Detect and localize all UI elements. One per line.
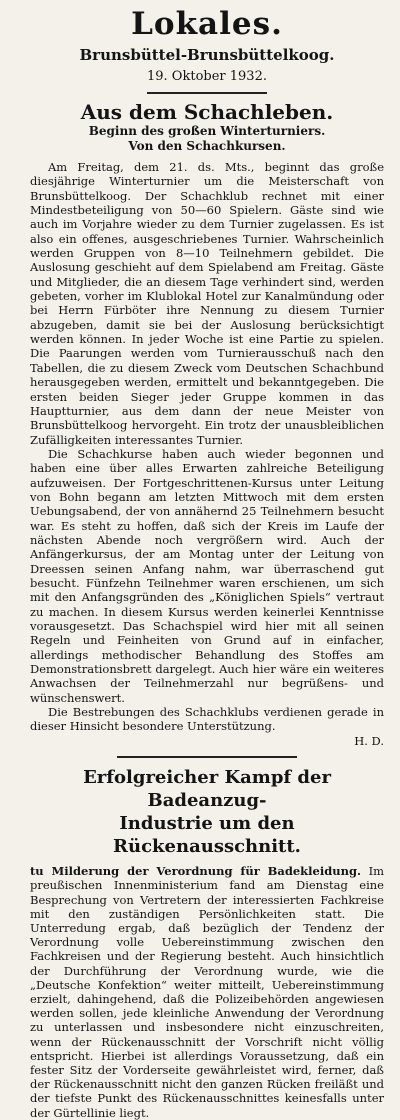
date-line: 19. Oktober 1932. [147,69,267,84]
article-chess [30,100,384,748]
article-subtitle: Beginn des großen Winterturniers. [88,124,326,138]
article-subtitle: Von den Schachkursen. [128,139,286,153]
article-title-line: Industrie um den Rückenausschnitt. [113,813,301,858]
divider [117,756,297,758]
article-title-line: Erfolgreicher Kampf der Badeanzug- [83,767,331,812]
paragraph [30,864,384,1120]
paragraph: Am Freitag, dem 21. ds. Mts., beginnt das große diesjährige Winterturnier um die Meisterschaft von Brunsbüttelkoog. Der Schachklub rechnet mit einer Mindestbeteiligung von 50—60 Spielern. Gäste sind wie auch im Vorjahre wieder zu dem Turnier zugelassen. Es ist also ein offenes, ausgeschriebenes Turnier. Wahrscheinlich werden Gruppen von 8—10 Teilnehmern gebildet. Die Auslosung geschieht auf dem Spielabend am Freitag. Gäste und Mitglieder, die an diesem Tage verhindert sind, werden gebeten, vorher im Klublokal Hotel zur Kanalmündung oder bei Herrn Fürböter ihre Nennung zu diesem Turnier abzugeben, damit sie bei der Auslosung berücksichtigt werden können. In jeder Woche ist eine Partie zu spielen. Die Paarungen werden vom Turnierausschuß nach den Tabellen, die zu diesem Zweck vom Deutschen Schachbund herausgegeben werden, ermittelt und bekanntgegeben. Die ersten beiden Sieger jeder Gruppe kommen in das Hauptturnier, aus dem dann der neue Meister von Brunsbüttelkoog hervorgeht. Ein trotz der unausbleiblichen Zufälligkeiten interessantes Turnier. [30,160,384,447]
article-body [30,864,384,1120]
signature: H. D. [354,733,384,748]
section-heading: Lokales. [131,6,283,42]
article-title: Aus dem Schachleben. [80,100,334,124]
body-text: Im preußischen Innenministerium fand am Dienstag eine Besprechung von Vertretern der interessierten Fachkreise mit den zuständigen Persönlichkeiten statt. Die Unterredung ergab, daß bezüglich der Tendenz der Verordnung volle Uebereinstimmung zwischen den Fachkreisen und der Regierung besteht. Auch hinsichtlich der Durchführung der Verordnung wurde, wie die „Deutsche Konfektion“ weiter mitteilt, Uebereinstimmung erzielt, dahingehend, daß die Polizeibehörden angewiesen werden sollen, jede kleinliche Anwendung der Verordnung zu unterlassen und insbesondere nicht einzuschreiten, wenn der Rückenausschnitt der Vorschrift nicht völlig entspricht. Hierbei ist allerdings Voraussetzung, daß ein fester Sitz der Vorderseite gewährleistet wird, ferner, daß der Rückenausschnitt nicht den ganzen Rücken freiläßt und der tiefste Punkt des Rückenausschnittes keinesfalls unter der Gürtellinie liegt. [30,864,385,1120]
closing-text: Die Bestrebungen des Schachklubs verdienen gerade in dieser Hinsicht besondere Unterstützung. [30,705,384,734]
paragraph: Die Schachkurse haben auch wieder begonnen und haben eine über alles Erwarten zahlreiche Beteiligung aufzuweisen. Der Fortgeschrittenen-Kursus unter Leitung von Bohn begann am letzten Mittwoch mit dem ersten Uebungsabend, der von annähernd 25 Teilnehmern besucht war. Es steht zu hoffen, daß sich der Kreis im Laufe der nächsten Abende noch vergrößern wird. Auch der Anfängerkursus, der am Montag unter der Leitung von Dreessen seinen Anfang nahm, war überraschend gut besucht. Fünfzehn Teilnehmer waren erschienen, um sich mit den Anfangsgründen des „Königlichen Spiels“ vertraut zu machen. In diesem Kursus werden keinerlei Kenntnisse vorausgesetzt. Das Schachspiel wird hier mit all seinen Regeln und Feinheiten von Grund auf in einfacher, allerdings methodischer Behandlung des Stoffes am Demonstrationsbrett dargelegt. Auch hier wäre ein weiteres Anwachsen der Teilnehmerzahl nur begrüßens- und wünschenswert. [30,446,384,705]
article-body [30,160,384,748]
place-heading: Brunsbüttel-Brunsbüttelkoog. [79,46,335,64]
article-swimwear [30,766,384,1120]
lead-text: tu Milderung der Verordnung für Badekleidung. [30,864,362,879]
signature-line [30,734,384,748]
paragraph [30,705,384,734]
divider [147,92,267,94]
